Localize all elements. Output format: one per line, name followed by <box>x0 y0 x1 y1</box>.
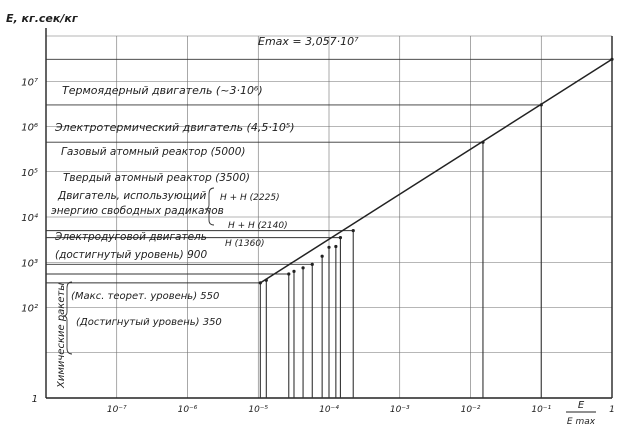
data-point <box>334 245 337 248</box>
annotation-radical-hh-2140: H + H (2140) <box>228 221 288 231</box>
annotation-radicals-line2: энергию свободных радикалов <box>51 205 224 217</box>
data-point <box>301 266 304 269</box>
y-tick-label: 10⁴ <box>21 213 38 224</box>
x-tick-label: 10⁻⁵ <box>248 405 269 415</box>
data-point <box>339 236 342 239</box>
data-point <box>311 263 314 266</box>
x-axis-label <box>566 400 596 427</box>
annotation-solid-reactor: Твердый атомный реактор (3500) <box>63 172 251 184</box>
x-axis-label-denominator: E max <box>566 417 596 427</box>
annotation-emax: Emax = 3,057·10⁷ <box>258 35 359 48</box>
data-point <box>321 255 324 258</box>
y-tick-label: 10⁷ <box>21 77 38 89</box>
data-point <box>481 141 484 144</box>
annotation-arc-line2: (достигнутый уровень) 900 <box>55 249 208 261</box>
annotation-chemical-achieved: (Достигнутый уровень) 350 <box>76 317 222 328</box>
x-tick-labels <box>107 405 615 415</box>
annotation-arc-line1: Электродуговой двигатель <box>55 231 207 243</box>
x-tick-label: 10⁻³ <box>389 405 410 415</box>
data-point <box>292 270 295 273</box>
annotation-gas-reactor: Газовый атомный реактор (5000) <box>61 146 246 158</box>
series-line <box>260 59 612 283</box>
x-tick-label: 10⁻⁴ <box>319 405 339 415</box>
annotation-chemical-theoretical: (Макс. теорет. уровень) 550 <box>71 291 220 302</box>
data-point <box>327 246 330 249</box>
data-point <box>352 229 355 232</box>
data-point <box>259 281 262 284</box>
y-tick-label: 10³ <box>21 258 38 270</box>
x-axis-label-numerator: E <box>577 400 585 411</box>
annotation-thermonuclear: Термоядерный двигатель (~3·10⁶) <box>62 84 263 97</box>
annotation-electrothermal: Электротермический двигатель (4,5·10⁵) <box>55 121 295 134</box>
x-tick-label: 10⁻¹ <box>531 405 552 415</box>
y-tick-label: 10² <box>21 303 38 315</box>
data-point <box>610 58 613 61</box>
annotation-chemical-rockets: Химические ракеты <box>56 282 67 388</box>
x-tick-label: 10⁻⁷ <box>106 405 127 415</box>
y-tick-label: 1 <box>31 394 38 405</box>
annotation-radical-h-1360: H (1360) <box>225 239 265 249</box>
curve <box>259 58 614 285</box>
y-axis-label: E, кг.сек/кг <box>6 12 78 25</box>
data-point <box>287 272 290 275</box>
data-point <box>265 279 268 282</box>
x-tick-label: 1 <box>609 405 615 415</box>
annotation-radicals-line1: Двигатель, использующий <box>58 190 207 202</box>
data-point <box>540 103 543 106</box>
y-tick-label: 10⁶ <box>21 122 38 134</box>
y-tick-labels <box>21 77 38 405</box>
x-tick-label: 10⁻² <box>460 405 481 415</box>
x-tick-label: 10⁻⁶ <box>177 405 198 415</box>
y-tick-label: 10⁵ <box>21 167 38 179</box>
annotation-radical-hh-2225: H + H (2225) <box>220 193 280 203</box>
drop-lines <box>260 59 612 398</box>
